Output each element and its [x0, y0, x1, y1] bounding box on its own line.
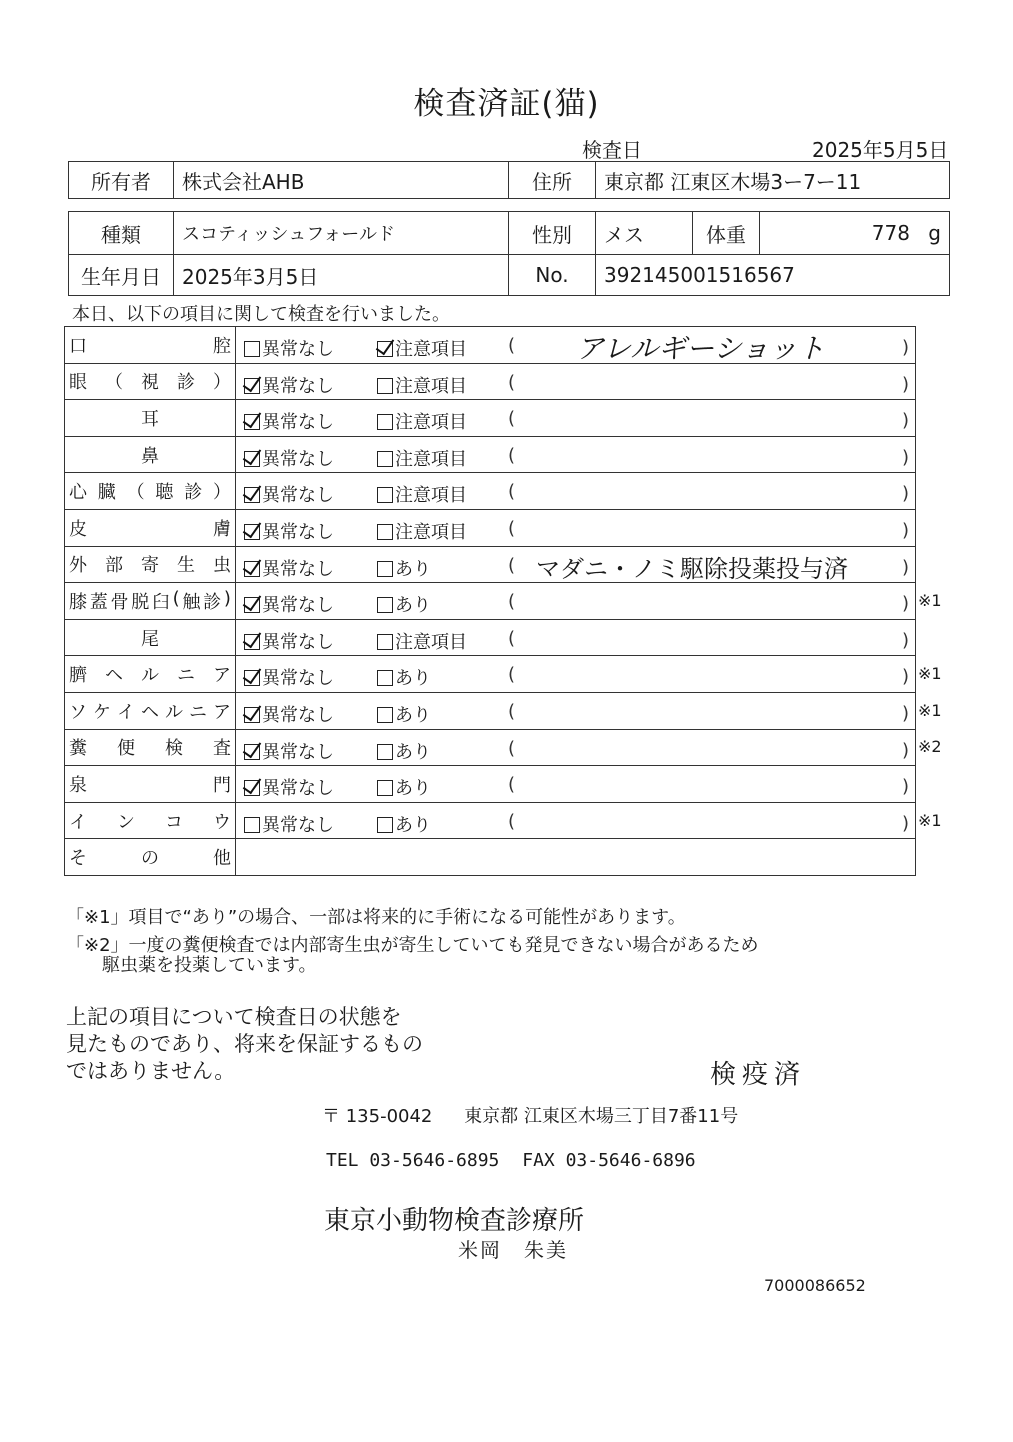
inspection-date	[582, 134, 949, 163]
contact-line	[326, 1150, 696, 1171]
inspection-row	[65, 473, 916, 510]
item-note: マダニ・ノミ駆除投薬投与済	[536, 554, 848, 583]
intro-text: 本日、以下の項目に関して検査を行いました。	[72, 304, 450, 325]
checkbox-icon[interactable]	[377, 487, 393, 503]
checkbox-icon[interactable]	[244, 780, 260, 796]
caution-checkbox[interactable]: 注意項目	[377, 372, 467, 398]
number-value: 392145001516567	[596, 255, 950, 296]
checkbox-icon[interactable]	[377, 414, 393, 430]
checkbox-icon[interactable]	[377, 378, 393, 394]
quarantine-stamp: 検疫済	[710, 1060, 807, 1090]
disclaimer-line: 見たものであり、将来を保証するもの	[66, 1032, 423, 1056]
no-abnormality-checkbox[interactable]: 異常なし	[244, 628, 334, 654]
footnote-mark: ※1	[918, 590, 942, 610]
inspection-item-name: 心 臓 （ 聴 診 ）	[65, 473, 236, 510]
paren-open: (	[508, 810, 516, 832]
inspection-item-result	[236, 656, 916, 693]
disclaimer-line: 上記の項目について検査日の状態を	[66, 1005, 402, 1029]
footnote-mark: ※1	[918, 700, 942, 720]
inspection-item-result	[236, 692, 916, 729]
cat-info-table	[68, 211, 950, 296]
paren-open: (	[508, 664, 516, 686]
inspection-item-result	[236, 583, 916, 620]
inspection-row	[65, 509, 916, 546]
disclaimer	[66, 1004, 423, 1085]
checkbox-icon[interactable]	[244, 670, 260, 686]
checkbox-icon[interactable]	[377, 780, 393, 796]
no-abnormality-checkbox[interactable]: 異常なし	[244, 408, 334, 434]
checkbox-icon[interactable]	[244, 414, 260, 430]
fax-number: FAX 03-5646-6896	[522, 1150, 696, 1171]
inspection-date-value: 2025年5月5日	[812, 138, 949, 162]
serial-number: 7000086652	[764, 1276, 866, 1295]
footnote-3: 駆虫薬を投薬しています。	[66, 955, 317, 976]
weight-value: 778	[871, 221, 910, 245]
checkbox-icon[interactable]	[244, 707, 260, 723]
paren-open: (	[508, 554, 516, 576]
inspection-item-name: 膝 蓋 骨 脱 臼 ( 触 診 )	[65, 583, 236, 620]
no-abnormality-checkbox[interactable]: 異常なし	[244, 518, 334, 544]
inspection-item-name: 外 部 寄 生 虫	[65, 546, 236, 583]
paren-close: )	[901, 739, 909, 761]
number-label: No.	[509, 255, 596, 296]
paren-close: )	[901, 337, 909, 358]
checkbox-icon[interactable]	[244, 451, 260, 467]
no-abnormality-checkbox[interactable]: 異常なし	[244, 811, 334, 837]
present-checkbox[interactable]: あり	[377, 774, 431, 800]
checkbox-icon[interactable]	[244, 634, 260, 650]
birth-value: 2025年3月5日	[174, 255, 509, 296]
paren-close: )	[901, 776, 909, 798]
footnote-2: 「※2」一度の糞便検査では内部寄生虫が寄生していても発見できない場合があるため	[66, 935, 759, 956]
checkbox-icon[interactable]	[244, 817, 260, 833]
inspection-item-result	[236, 473, 916, 510]
present-checkbox[interactable]: あり	[377, 811, 431, 837]
other-row	[65, 839, 916, 876]
checkbox-icon[interactable]	[244, 378, 260, 394]
checkbox-icon[interactable]	[244, 341, 260, 357]
inspection-item-name: 鼻	[65, 436, 236, 473]
paren-close: )	[901, 702, 909, 724]
inspection-item-result	[236, 363, 916, 400]
inspection-items-table	[64, 326, 916, 876]
caution-checkbox[interactable]: 注意項目	[377, 518, 467, 544]
inspection-row	[65, 802, 916, 839]
owner-value: 株式会社AHB	[174, 162, 509, 199]
checkbox-icon[interactable]	[377, 707, 393, 723]
inspection-item-result	[236, 546, 916, 583]
checkbox-icon[interactable]	[244, 744, 260, 760]
checkbox-icon[interactable]	[377, 561, 393, 577]
no-abnormality-checkbox[interactable]: 異常なし	[244, 372, 334, 398]
present-checkbox[interactable]: あり	[377, 555, 431, 581]
no-abnormality-checkbox[interactable]: 異常なし	[244, 591, 334, 617]
footnote-mark: ※1	[918, 810, 942, 830]
inspection-row	[65, 363, 916, 400]
paren-open: (	[508, 591, 516, 613]
checkbox-icon[interactable]	[377, 634, 393, 650]
inspection-date-label: 検査日	[582, 138, 642, 162]
present-checkbox[interactable]: あり	[377, 701, 431, 727]
inspection-item-result	[236, 436, 916, 473]
paren-open: (	[508, 481, 516, 503]
checkbox-icon[interactable]	[244, 487, 260, 503]
inspection-item-name: 泉 門	[65, 766, 236, 803]
paren-open: (	[508, 408, 516, 430]
paren-open: (	[508, 517, 516, 539]
inspection-item-name: 眼 （ 視 診 ）	[65, 363, 236, 400]
inspection-item-name: ソ ケ イ ヘ ル ニ ア	[65, 692, 236, 729]
owner-table	[68, 161, 950, 199]
paren-close: )	[901, 519, 909, 541]
paren-close: )	[901, 593, 909, 615]
no-abnormality-checkbox[interactable]: 異常なし	[244, 555, 334, 581]
inspection-item-result	[236, 729, 916, 766]
checkbox-icon[interactable]	[244, 597, 260, 613]
checkbox-icon[interactable]	[377, 451, 393, 467]
inspection-row	[65, 400, 916, 437]
inspection-item-name: 耳	[65, 400, 236, 437]
paren-close: )	[901, 556, 909, 578]
handwritten-note: アレルギーショット	[576, 332, 826, 365]
inspection-item-name: イ ン コ ウ	[65, 802, 236, 839]
paren-open: (	[508, 774, 516, 796]
clinic-address: 東京都 江東区木場三丁目7番11号	[464, 1106, 739, 1127]
paren-open: (	[508, 627, 516, 649]
checkbox-icon[interactable]	[244, 561, 260, 577]
no-abnormality-checkbox[interactable]: 異常なし	[244, 481, 334, 507]
checkbox-icon[interactable]	[377, 744, 393, 760]
other-body	[236, 839, 916, 876]
weight-cell	[760, 212, 950, 255]
inspection-row	[65, 619, 916, 656]
breed-label: 種類	[69, 212, 174, 255]
no-abnormality-checkbox[interactable]: 異常なし	[244, 774, 334, 800]
caution-checkbox[interactable]: 注意項目	[377, 445, 467, 471]
checkbox-icon[interactable]	[377, 817, 393, 833]
sex-value: メス	[596, 212, 693, 255]
inspection-row	[65, 583, 916, 620]
birth-label: 生年月日	[69, 255, 174, 296]
paren-close: )	[901, 629, 909, 651]
inspection-item-name: 口 腔	[65, 327, 236, 364]
paren-close: )	[901, 410, 909, 432]
inspection-item-result	[236, 802, 916, 839]
present-checkbox[interactable]: あり	[377, 591, 431, 617]
inspection-item-result	[236, 766, 916, 803]
present-checkbox[interactable]: あり	[377, 738, 431, 764]
inspection-row	[65, 546, 916, 583]
weight-label: 体重	[693, 212, 760, 255]
no-abnormality-checkbox[interactable]: 異常なし	[244, 738, 334, 764]
no-abnormality-checkbox[interactable]: 異常なし	[244, 701, 334, 727]
paren-close: )	[901, 373, 909, 395]
inspection-row	[65, 766, 916, 803]
caution-checkbox[interactable]: 注意項目	[377, 628, 467, 654]
inspection-item-name: 尾	[65, 619, 236, 656]
inspection-item-name: 皮 膚	[65, 509, 236, 546]
inspection-item-result	[236, 400, 916, 437]
no-abnormality-checkbox[interactable]: 異常なし	[244, 664, 334, 690]
checkbox-icon[interactable]	[377, 597, 393, 613]
owner-label: 所有者	[69, 162, 174, 199]
inspection-item-name: 臍 ヘ ル ニ ア	[65, 656, 236, 693]
footnote-mark: ※1	[918, 664, 942, 684]
paren-close: )	[901, 446, 909, 468]
inspection-row	[65, 656, 916, 693]
paren-open: (	[508, 737, 516, 759]
inspection-item-result	[236, 619, 916, 656]
no-abnormality-checkbox[interactable]: 異常なし	[244, 445, 334, 471]
inspector-name: 米岡 朱美	[458, 1238, 568, 1262]
clinic-address-line	[322, 1102, 738, 1128]
checkbox-icon[interactable]	[377, 524, 393, 540]
inspection-row	[65, 729, 916, 766]
paren-close: )	[901, 812, 909, 834]
address-value: 東京都 江東区木場3ー7ー11	[596, 162, 950, 199]
tel-number: TEL 03-5646-6895	[326, 1150, 500, 1171]
no-abnormality-checkbox[interactable]: 異常なし	[244, 335, 334, 361]
inspection-item-result	[236, 327, 916, 364]
inspection-item-name: 糞 便 検 査	[65, 729, 236, 766]
inspection-row	[65, 327, 916, 364]
checkbox-icon[interactable]	[244, 524, 260, 540]
weight-unit: g	[928, 221, 941, 245]
paren-open: (	[508, 444, 516, 466]
caution-checkbox[interactable]: 注意項目	[377, 408, 467, 434]
address-label: 住所	[509, 162, 596, 199]
checkbox-icon[interactable]	[377, 341, 393, 357]
inspection-item-result	[236, 509, 916, 546]
postal-code: 〒 135-0042	[322, 1106, 433, 1127]
clinic-name: 東京小動物検査診療所	[324, 1206, 585, 1236]
caution-checkbox[interactable]: 注意項目	[377, 481, 467, 507]
other-label: そ の 他	[65, 839, 236, 876]
paren-open: (	[508, 371, 516, 393]
paren-open: (	[508, 335, 516, 356]
footnote-mark: ※2	[918, 737, 942, 757]
present-checkbox[interactable]: あり	[377, 664, 431, 690]
checkbox-icon[interactable]	[377, 670, 393, 686]
footnote-1: 「※1」項目で“あり”の場合、一部は将来的に手術になる可能性があります。	[66, 907, 686, 928]
inspection-row	[65, 436, 916, 473]
disclaimer-line: ではありません。	[66, 1059, 236, 1083]
paren-close: )	[901, 666, 909, 688]
paren-close: )	[901, 483, 909, 505]
sex-label: 性別	[509, 212, 596, 255]
paren-open: (	[508, 700, 516, 722]
caution-checkbox[interactable]: 注意項目	[377, 335, 467, 361]
page-title: 検査済証(猫)	[413, 86, 600, 122]
inspection-row	[65, 692, 916, 729]
breed-value: スコティッシュフォールド	[174, 212, 509, 255]
